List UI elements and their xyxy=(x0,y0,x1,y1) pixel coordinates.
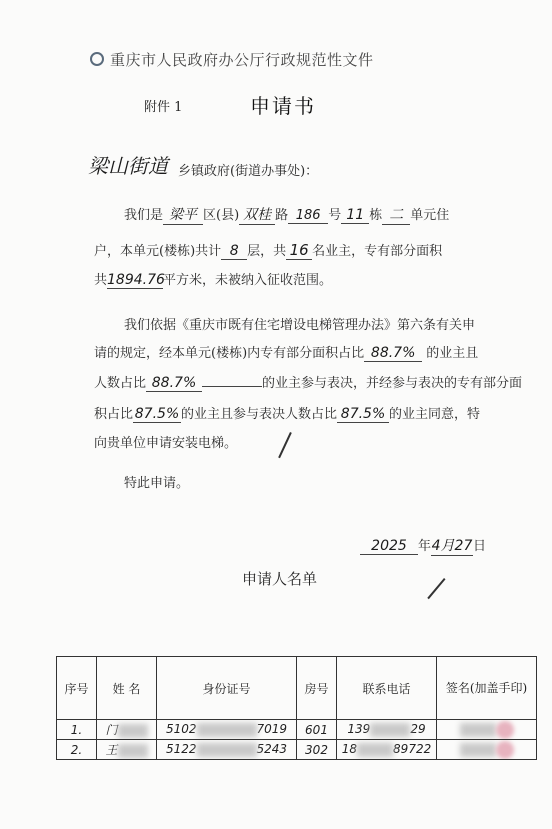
paragraph1-line1: 我们是 梁平 区(县) 双桂 路 186 号 11 栋 二 单元住 xyxy=(124,204,449,225)
row-name: 门 xyxy=(97,720,157,740)
col-header-name: 姓 名 xyxy=(97,657,157,720)
applicant-table xyxy=(56,656,537,760)
addressee-handwritten: 梁山街道 xyxy=(88,154,168,178)
government-logo-icon xyxy=(90,52,104,66)
date-line: 2025 年4月27日 xyxy=(360,535,486,556)
row-signature xyxy=(437,740,537,760)
closing-text: 特此申请。 xyxy=(124,476,190,491)
row-id: 5102 7019 xyxy=(157,720,297,740)
addressee-suffix: 乡镇政府(街道办事处)： xyxy=(178,164,319,179)
document-issuer-header: 重庆市人民政府办公厅行政规范性文件 xyxy=(110,51,374,69)
pen-stroke xyxy=(278,432,291,458)
table-row xyxy=(57,740,537,760)
pen-stroke xyxy=(427,578,445,599)
row-name: 王 xyxy=(97,740,157,760)
row-signature xyxy=(437,720,537,740)
paragraph1-line3: 共1894.76平方米，未被纳入征收范围。 xyxy=(94,272,333,288)
page-title: 申请书 xyxy=(250,94,316,118)
row-number: 2. xyxy=(57,740,97,760)
col-header-room: 房号 xyxy=(297,657,337,720)
row-phone: 18 89722 xyxy=(337,740,437,760)
attachment-label: 附件 1 xyxy=(144,100,183,115)
paragraph2-line1: 我们依据《重庆市既有住宅增设电梯管理办法》第六条有关申 xyxy=(124,318,476,333)
row-room: 302 xyxy=(297,740,337,760)
col-header-signature: 签名(加盖手印) xyxy=(437,657,537,720)
row-id: 5122 5243 xyxy=(157,740,297,760)
roster-title: 申请人名单 xyxy=(242,570,318,588)
table-header-row xyxy=(57,657,537,720)
paragraph2-line4: 积占比 87.5% 的业主且参与表决人数占比 87.5% 的业主同意，特 xyxy=(94,406,481,422)
paragraph2-line2: 请的规定，经本单元(楼栋)内专有部分面积占比 88.7% 的业主且 xyxy=(94,345,479,361)
paragraph1-line2: 户，本单元(楼栋)共计 8 层，共 16 名业主，专有部分面积 xyxy=(94,241,443,259)
col-header-id: 身份证号 xyxy=(157,657,297,720)
col-header-number: 序号 xyxy=(57,657,97,720)
paragraph2-line5: 向贵单位申请安装电梯。 xyxy=(94,436,238,451)
row-number: 1. xyxy=(57,720,97,740)
row-room: 601 xyxy=(297,720,337,740)
row-phone: 139 29 xyxy=(337,720,437,740)
col-header-phone: 联系电话 xyxy=(337,657,437,720)
paragraph2-line3: 人数占比 88.7% 的业主参与表决，并经参与表决的专有部分面 xyxy=(94,375,523,391)
table-row xyxy=(57,720,537,740)
